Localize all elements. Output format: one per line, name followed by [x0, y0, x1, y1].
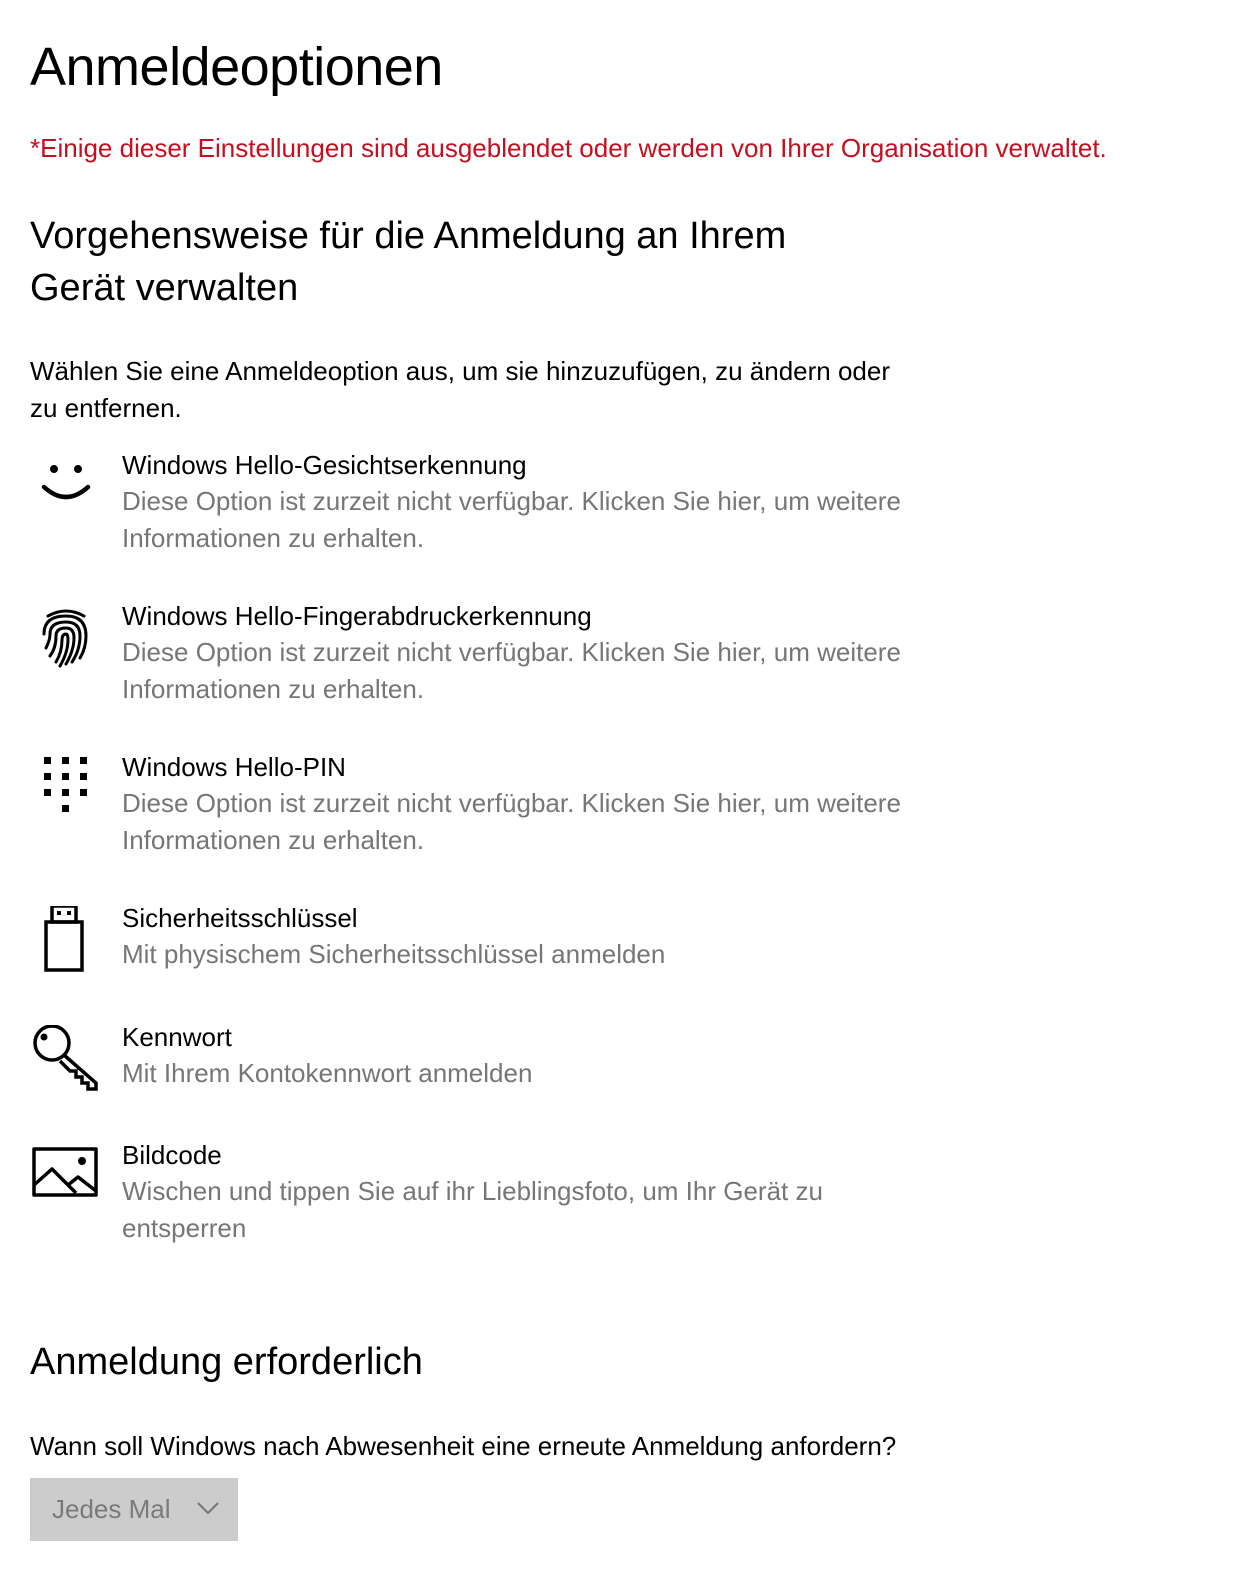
option-subtitle: Diese Option ist zurzeit nicht verfügbar. Klicken Sie hier, um weitere Informationen zu erhalten.	[122, 486, 901, 553]
usb-key-icon	[30, 906, 102, 978]
require-sign-in-question: Wann soll Windows nach Abwesenheit eine erneute Anmeldung anfordern?	[30, 1431, 897, 1461]
sign-in-description: Wählen Sie eine Anmeldeoption aus, um sie hinzuzufügen, zu ändern oder zu entfernen.	[30, 356, 891, 423]
face-icon	[30, 453, 102, 525]
option-title: Bildcode	[122, 1140, 222, 1170]
option-fingerprint-recognition[interactable]	[30, 598, 910, 718]
pin-keypad-icon	[30, 755, 102, 827]
option-title: Windows Hello-Fingerabdruckerkennung	[122, 601, 592, 631]
option-subtitle: Diese Option ist zurzeit nicht verfügbar. Klicken Sie hier, um weitere Informationen zu erhalten.	[122, 788, 901, 855]
chevron-down-icon	[196, 1500, 220, 1516]
option-subtitle: Mit physischem Sicherheitsschlüssel anmelden	[122, 939, 666, 969]
dropdown-selected-value: Jedes Mal	[52, 1494, 171, 1524]
option-title: Sicherheitsschlüssel	[122, 903, 358, 933]
option-face-recognition[interactable]	[30, 447, 910, 567]
require-sign-in-heading: Anmeldung erforderlich	[30, 1341, 423, 1383]
page-title: Anmeldeoptionen	[30, 37, 443, 97]
option-subtitle: Mit Ihrem Kontokennwort anmelden	[122, 1058, 533, 1088]
option-title: Kennwort	[122, 1022, 232, 1052]
key-icon	[30, 1025, 102, 1097]
option-title: Windows Hello-PIN	[122, 752, 346, 782]
option-title: Windows Hello-Gesichtserkennung	[122, 450, 527, 480]
fingerprint-icon	[30, 604, 102, 676]
option-password[interactable]	[30, 1019, 910, 1099]
org-managed-warning: *Einige dieser Einstellungen sind ausgeblendet oder werden von Ihrer Organisation verwaltet.	[30, 133, 1107, 163]
sign-in-section-heading: Vorgehensweise für die Anmeldung an Ihrem Gerät verwalten	[30, 215, 787, 309]
option-pin[interactable]	[30, 749, 910, 869]
option-subtitle: Diese Option ist zurzeit nicht verfügbar. Klicken Sie hier, um weitere Informationen zu erhalten.	[122, 637, 901, 704]
option-picture-password[interactable]	[30, 1137, 910, 1257]
picture-icon	[30, 1143, 102, 1215]
option-security-key[interactable]	[30, 900, 910, 980]
require-sign-in-dropdown[interactable]	[30, 1478, 238, 1541]
option-subtitle: Wischen und tippen Sie auf ihr Lieblingsfoto, um Ihr Gerät zu entsperren	[122, 1176, 823, 1243]
